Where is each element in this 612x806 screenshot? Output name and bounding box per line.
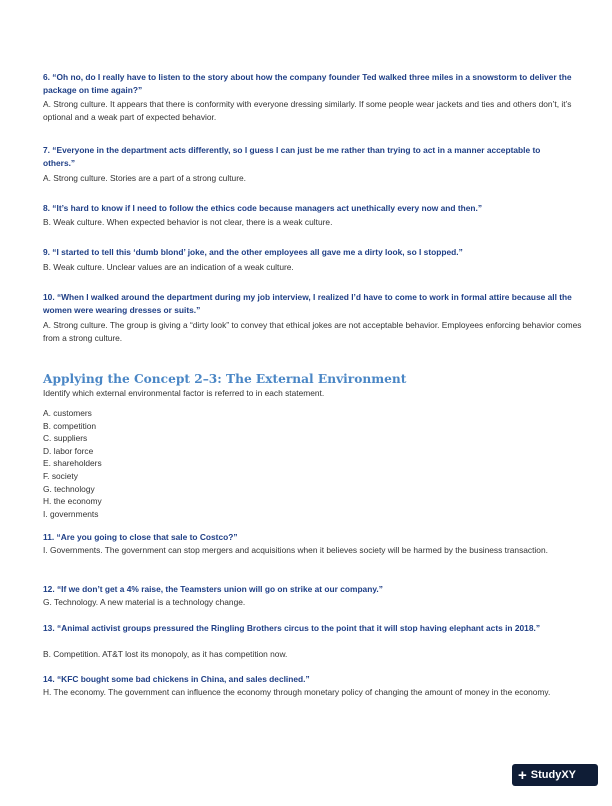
section-heading: Applying the Concept 2–3: The External Environment xyxy=(43,372,407,386)
logo-text: StudyXY xyxy=(530,769,577,781)
question-6: 6. “Oh no, do I really have to listen to the story about how the company founder Ted walked three miles in a snowstorm to deliver the package on time again?” xyxy=(43,72,572,96)
question-12: 12. “If we don’t get a 4% raise, the Teamsters union will go on strike at our company.” xyxy=(43,584,383,594)
answer-7: A. Strong culture. Stories are a part of a strong culture. xyxy=(43,173,246,183)
list-item: I. governments xyxy=(43,508,99,519)
answer-8: B. Weak culture. When expected behavior is not clear, there is a weak culture. xyxy=(43,217,333,227)
answer-6: A. Strong culture. It appears that there is conformity with everyone dressing similarly. If some people wear jackets and ties and others don’t, it’s optional and a weak part of expected behavior. xyxy=(43,99,572,123)
question-13: 13. “Animal activist groups pressured the Ringling Brothers circus to the point that it will stop having elephant acts in 2018.” xyxy=(43,623,541,633)
question-8: 8. “It’s hard to know if I need to follow the ethics code because managers act unethically every now and then.” xyxy=(43,203,483,213)
options-list xyxy=(43,407,102,520)
list-item: C. suppliers xyxy=(43,433,88,444)
question-10: 10. “When I walked around the department during my job interview, I realized I’d have to come to work in formal attire because all the women were wearing dresses or suits.” xyxy=(43,292,572,316)
answer-14: H. The economy. The government can influence the economy through monetary policy of changing the amount of money in the economy. xyxy=(43,687,551,697)
question-7: 7. “Everyone in the department acts differently, so I guess I can just be me rather than trying to act in a manner acceptable to others.” xyxy=(43,145,541,169)
question-11: 11. “Are you going to close that sale to Costco?” xyxy=(43,532,238,542)
answer-10: A. Strong culture. The group is giving a “dirty look” to convey that ethical jokes are not acceptable behavior. Employees enforcing behavior comes from a strong culture. xyxy=(43,320,582,344)
answer-12: G. Technology. A new material is a technology change. xyxy=(43,597,246,607)
list-item: E. shareholders xyxy=(43,458,102,469)
answer-9: B. Weak culture. Unclear values are an indication of a weak culture. xyxy=(43,262,294,272)
question-14: 14. “KFC bought some bad chickens in China, and sales declined.” xyxy=(43,674,310,684)
list-item: B. competition xyxy=(43,420,97,431)
studyxy-logo xyxy=(512,764,598,786)
list-item: D. labor force xyxy=(43,445,94,456)
answer-13: B. Competition. AT&T lost its monopoly, as it has competition now. xyxy=(43,649,288,659)
list-item: G. technology xyxy=(43,483,95,494)
plus-icon: + xyxy=(518,766,527,784)
section-intro: Identify which external environmental factor is referred to in each statement. xyxy=(43,388,325,398)
list-item: H. the economy xyxy=(43,496,102,507)
list-item: F. society xyxy=(43,470,78,481)
list-item: A. customers xyxy=(43,408,92,418)
question-9: 9. “I started to tell this ‘dumb blond’ joke, and the other employees all gave me a dirty look, so I stopped.” xyxy=(43,247,463,257)
answer-11: I. Governments. The government can stop mergers and acquisitions when it believes society will be harmed by the business transaction. xyxy=(43,545,548,555)
